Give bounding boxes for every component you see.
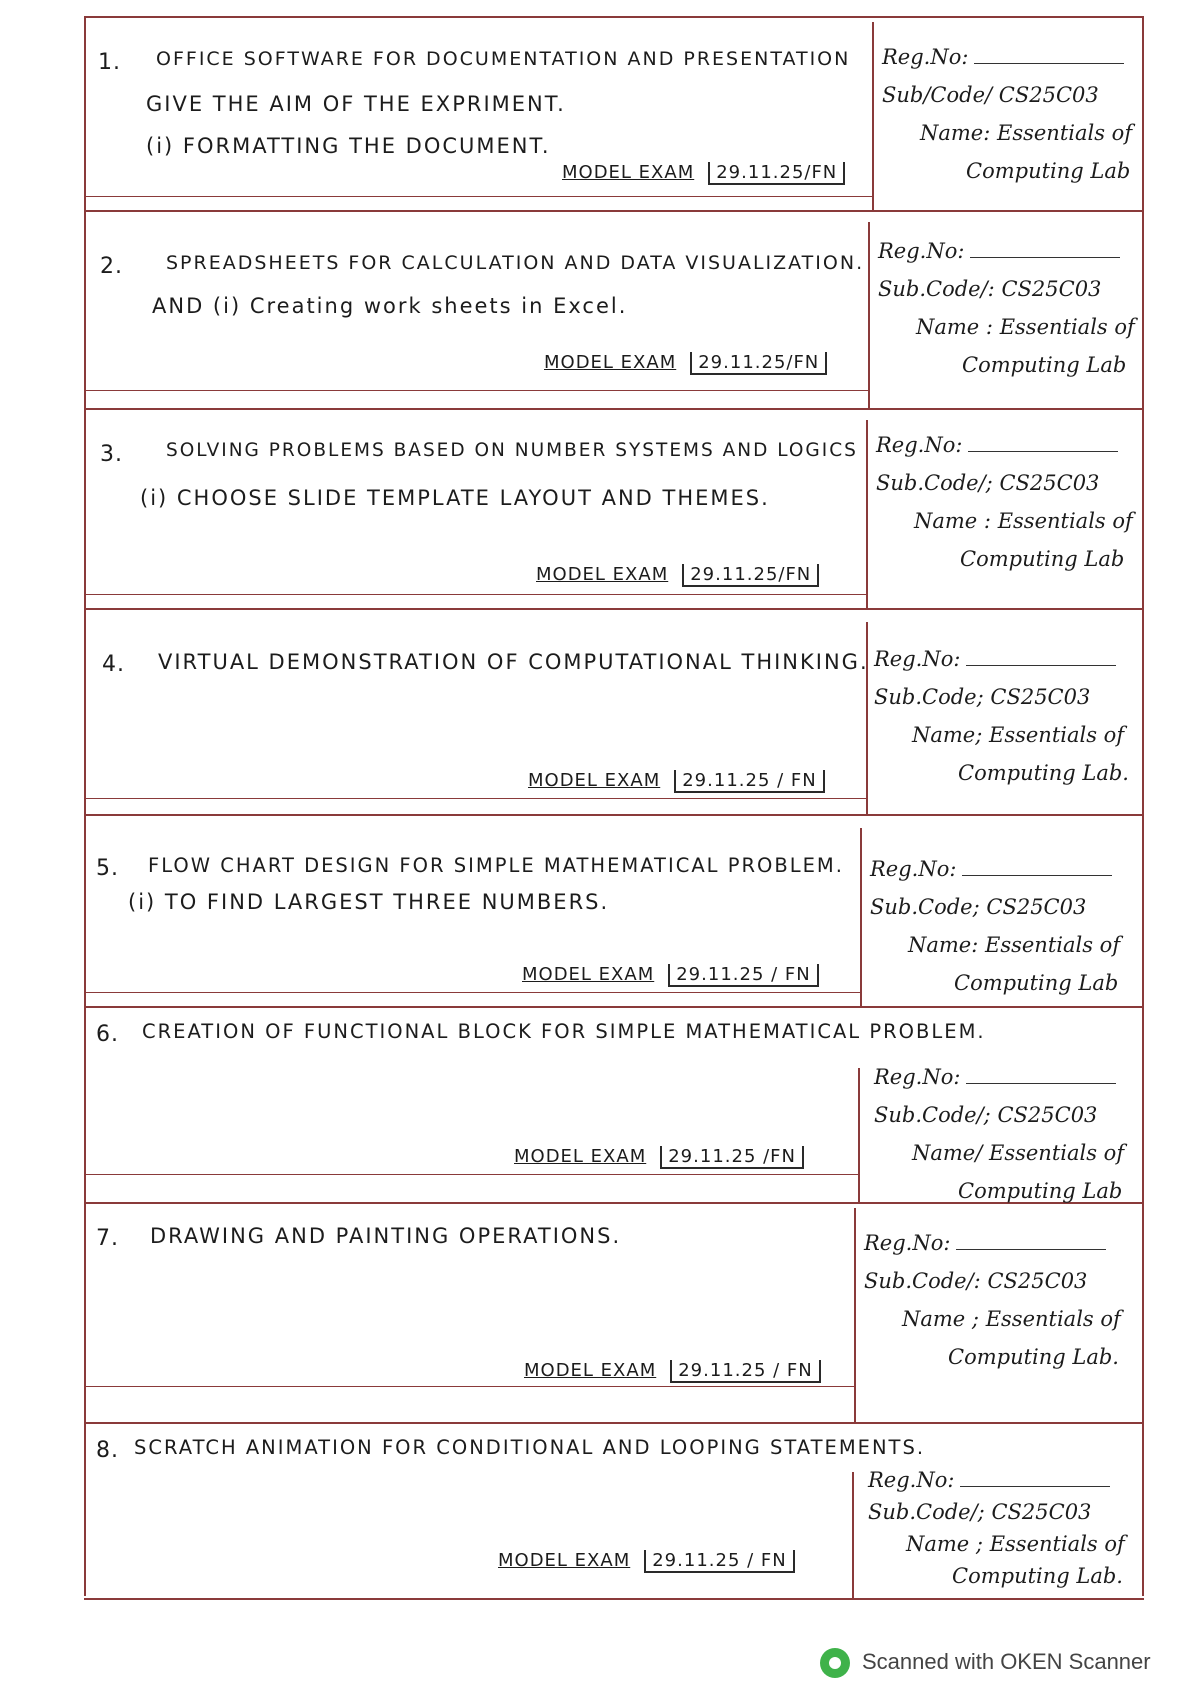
subcode-label: Sub.Code/;: [874, 1103, 991, 1127]
entry-line: GIVE THE AIM OF THE EXPRIMENT.: [146, 92, 566, 116]
entry-line: SOLVING PROBLEMS BASED ON NUMBER SYSTEMS AND LOGICS: [166, 440, 858, 461]
subcode-value: CS25C03: [986, 895, 1087, 919]
name-value: Essentials of: [985, 933, 1121, 957]
entry-line: FLOW CHART DESIGN FOR SIMPLE MATHEMATICAL PROBLEM.: [148, 854, 844, 877]
reg-label: Reg.No:: [868, 1468, 955, 1492]
entry-1: [84, 22, 1144, 212]
subcode-value: CS25C03: [999, 471, 1100, 495]
reg-blank: [966, 665, 1116, 666]
entry-2: [84, 222, 1144, 410]
entry-line: SPREADSHEETS FOR CALCULATION AND DATA VISUALIZATION.: [166, 252, 865, 274]
reg-block: [878, 232, 1135, 384]
exam-date: 29.11.25 / FN: [674, 770, 824, 793]
entry-line: AND (i) Creating work sheets in Excel.: [152, 294, 628, 318]
column-divider: [868, 222, 870, 408]
column-divider: [860, 828, 862, 1006]
name-label: Name ;: [902, 1307, 979, 1331]
reg-label: Reg.No:: [874, 647, 961, 671]
name-label: Name:: [908, 933, 979, 957]
subcode-label: Sub.Code/:: [864, 1269, 981, 1293]
reg-blank: [968, 451, 1118, 452]
subcode-value: CS25C03: [998, 83, 1099, 107]
reg-blank: [966, 1083, 1116, 1084]
column-divider: [854, 1208, 856, 1422]
name-value-cont: Computing Lab.: [952, 1564, 1123, 1588]
exam-label: MODEL EXAM 29.11.25 /FN: [514, 1146, 804, 1167]
exam-label: MODEL EXAM 29.11.25 / FN: [522, 964, 819, 985]
row-rule: [84, 1174, 858, 1175]
entry-line: (i) FORMATTING THE DOCUMENT.: [146, 134, 551, 158]
entry-8: [84, 1424, 1144, 1600]
name-value: Essentials of: [989, 723, 1125, 747]
entry-6: [84, 1010, 1144, 1204]
column-divider: [872, 22, 874, 210]
name-value: Essentials of: [997, 121, 1133, 145]
reg-blank: [970, 257, 1120, 258]
exam-date: 29.11.25/FN: [690, 352, 827, 375]
entry-line: VIRTUAL DEMONSTRATION OF COMPUTATIONAL THINKING.: [158, 650, 869, 674]
reg-block: [870, 850, 1120, 1002]
entry-line: (i) CHOOSE SLIDE TEMPLATE LAYOUT AND THEMES.: [140, 486, 770, 510]
column-divider: [866, 420, 868, 608]
row-rule: [84, 390, 868, 391]
reg-label: Reg.No:: [878, 239, 965, 263]
row-rule: [84, 594, 866, 595]
row-rule: [84, 1386, 854, 1387]
name-value-cont: Computing Lab.: [958, 761, 1129, 785]
exam-label: MODEL EXAM 29.11.25/FN: [562, 162, 845, 183]
reg-blank: [960, 1486, 1110, 1487]
exam-label: MODEL EXAM 29.11.25/FN: [536, 564, 819, 585]
entry-line: DRAWING AND PAINTING OPERATIONS.: [150, 1224, 622, 1248]
scanner-text: Scanned with OKEN Scanner: [862, 1648, 1151, 1674]
subcode-value: CS25C03: [991, 1500, 1092, 1524]
name-label: Name :: [916, 315, 993, 339]
exam-label: MODEL EXAM 29.11.25 / FN: [524, 1360, 821, 1381]
reg-label: Reg.No:: [874, 1065, 961, 1089]
subcode-label: Sub.Code/;: [876, 471, 993, 495]
row-rule: [84, 992, 860, 993]
entry-number: 1.: [98, 50, 121, 75]
entry-number: 2.: [100, 254, 123, 279]
name-label: Name;: [912, 723, 983, 747]
subcode-label: Sub.Code;: [870, 895, 980, 919]
name-label: Name :: [914, 509, 991, 533]
row-rule: [84, 196, 872, 197]
reg-block: [876, 426, 1133, 578]
entry-number: 7.: [96, 1226, 119, 1251]
entry-number: 3.: [100, 442, 123, 467]
exam-label: MODEL EXAM 29.11.25 / FN: [498, 1550, 795, 1571]
reg-blank: [974, 63, 1124, 64]
name-value-cont: Computing Lab.: [948, 1345, 1119, 1369]
entry-4: [84, 622, 1144, 816]
name-label: Name:: [920, 121, 991, 145]
reg-label: Reg.No:: [870, 857, 957, 881]
entry-number: 5.: [96, 856, 119, 881]
reg-block: [864, 1224, 1121, 1376]
name-value-cont: Computing Lab: [954, 971, 1119, 995]
name-value-cont: Computing Lab: [962, 353, 1127, 377]
name-value: Essentials of: [989, 1532, 1125, 1556]
name-value: Essentials of: [999, 315, 1135, 339]
subcode-value: CS25C03: [987, 1269, 1088, 1293]
entry-number: 4.: [102, 652, 125, 677]
subcode-label: Sub.Code/:: [878, 277, 995, 301]
subcode-value: CS25C03: [990, 685, 1091, 709]
exam-date: 29.11.25 / FN: [644, 1550, 794, 1573]
subcode-value: CS25C03: [1001, 277, 1102, 301]
name-value: Essentials of: [997, 509, 1133, 533]
entry-5: [84, 828, 1144, 1008]
reg-block: [874, 1058, 1124, 1210]
exam-date: 29.11.25 / FN: [670, 1360, 820, 1383]
entry-number: 8.: [96, 1438, 119, 1463]
column-divider: [852, 1472, 854, 1598]
reg-label: Reg.No:: [876, 433, 963, 457]
name-value: Essentials of: [985, 1307, 1121, 1331]
reg-blank: [956, 1249, 1106, 1250]
row-rule: [84, 798, 866, 799]
entry-7: [84, 1208, 1144, 1424]
entry-line: (i) TO FIND LARGEST THREE NUMBERS.: [128, 890, 610, 914]
exam-label: MODEL EXAM 29.11.25 / FN: [528, 770, 825, 791]
reg-block: [882, 38, 1132, 190]
name-label: Name ;: [906, 1532, 983, 1556]
exam-date: 29.11.25/FN: [708, 162, 845, 185]
entry-3: [84, 420, 1144, 610]
reg-blank: [962, 875, 1112, 876]
subcode-label: Sub.Code;: [874, 685, 984, 709]
entry-line: CREATION OF FUNCTIONAL BLOCK FOR SIMPLE MATHEMATICAL PROBLEM.: [142, 1020, 986, 1043]
exam-date: 29.11.25/FN: [682, 564, 819, 587]
reg-block: [874, 640, 1129, 792]
exam-date: 29.11.25 /FN: [660, 1146, 804, 1169]
entry-line: SCRATCH ANIMATION FOR CONDITIONAL AND LOOPING STATEMENTS.: [134, 1436, 926, 1459]
subcode-label: Sub/Code/: [882, 83, 993, 107]
name-label: Name/: [912, 1141, 983, 1165]
name-value-cont: Computing Lab: [966, 159, 1131, 183]
exam-date: 29.11.25 / FN: [668, 964, 818, 987]
reg-label: Reg.No:: [882, 45, 969, 69]
name-value: Essentials of: [989, 1141, 1125, 1165]
reg-label: Reg.No:: [864, 1231, 951, 1255]
reg-block: [868, 1464, 1125, 1592]
name-value-cont: Computing Lab: [960, 547, 1125, 571]
scanner-logo-icon: [820, 1648, 850, 1678]
subcode-value: CS25C03: [997, 1103, 1098, 1127]
scanner-watermark: [820, 1648, 1151, 1678]
name-value-cont: Computing Lab: [958, 1179, 1123, 1203]
exam-label: MODEL EXAM 29.11.25/FN: [544, 352, 827, 373]
entry-line: OFFICE SOFTWARE FOR DOCUMENTATION AND PRESENTATION: [156, 48, 851, 70]
column-divider: [858, 1068, 860, 1202]
subcode-label: Sub.Code/;: [868, 1500, 985, 1524]
entry-number: 6.: [96, 1022, 119, 1047]
